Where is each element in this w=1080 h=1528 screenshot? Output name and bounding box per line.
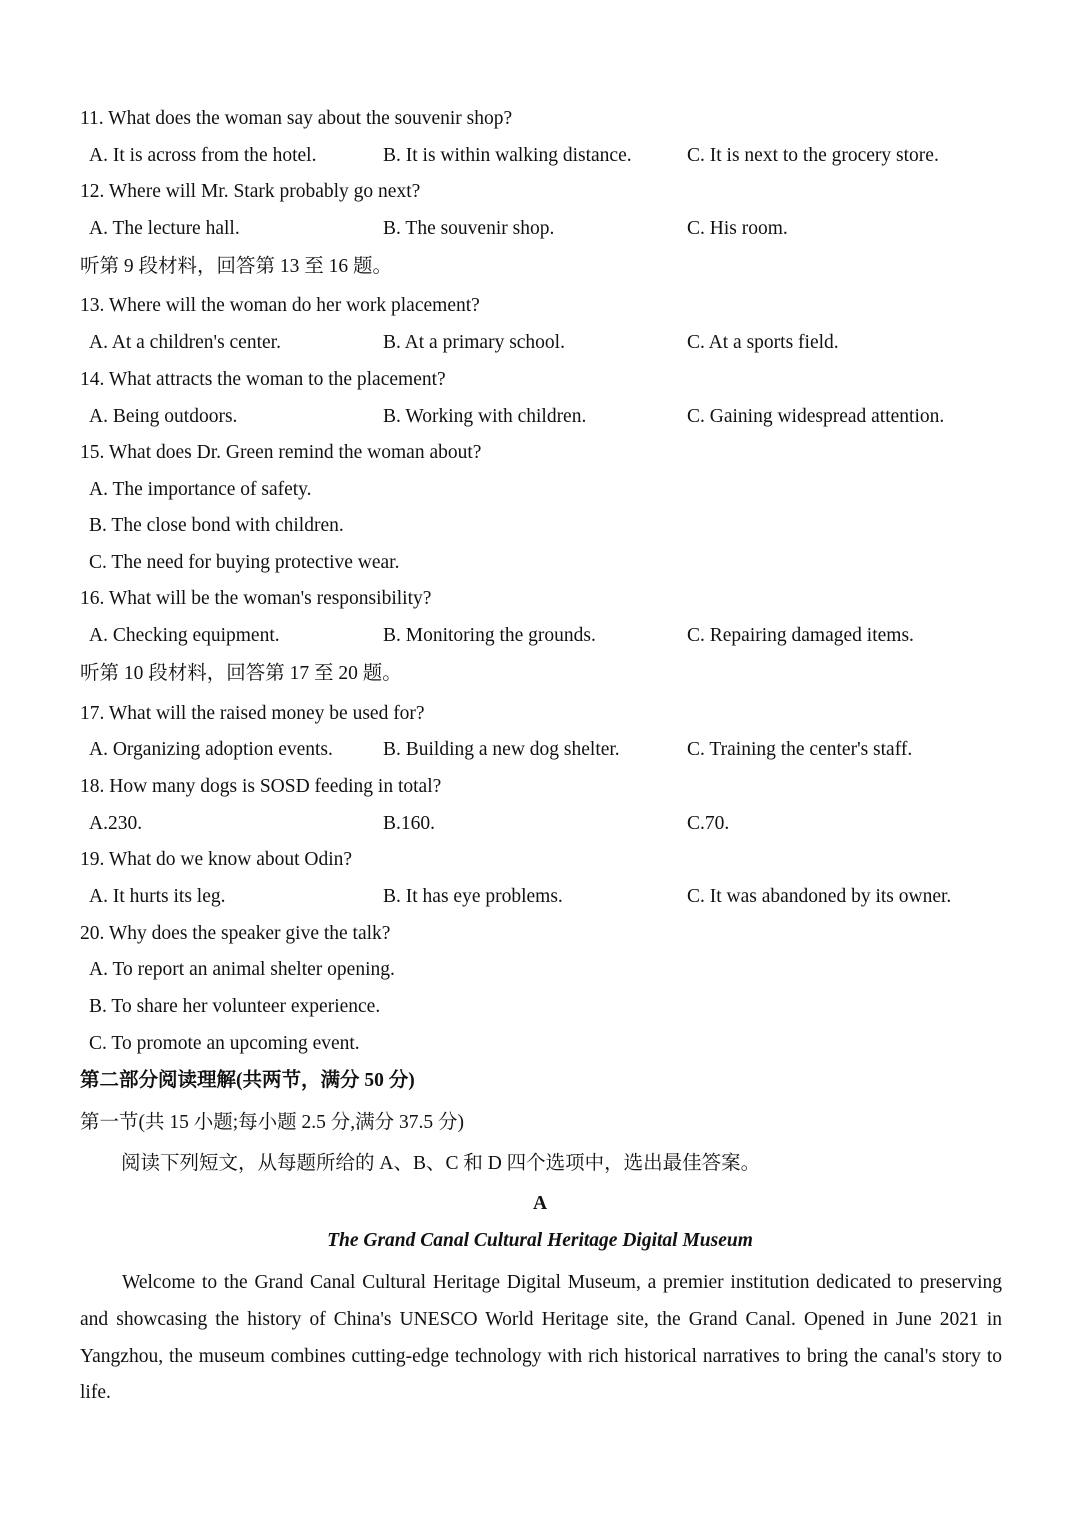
question-17-option-b: B. Building a new dog shelter. xyxy=(383,739,620,760)
question-18-stem: 18. How many dogs is SOSD feeding in total? xyxy=(80,776,442,797)
question-18-option-b: B.160. xyxy=(383,813,436,834)
question-18-option-a: A.230. xyxy=(89,813,143,834)
question-11-stem: 11. What does the woman say about the souvenir shop? xyxy=(80,108,513,129)
question-19-option-c: C. It was abandoned by its owner. xyxy=(687,886,952,907)
question-17-option-c: C. Training the center's staff. xyxy=(687,739,913,760)
question-16-option-c: C. Repairing damaged items. xyxy=(687,625,914,646)
question-15-stem: 15. What does Dr. Green remind the woman about? xyxy=(80,442,482,463)
question-11-option-a: A. It is across from the hotel. xyxy=(89,145,317,166)
section-9-instruction: 听第 9 段材料，回答第 13 至 16 题。 xyxy=(80,256,393,277)
question-18-option-c: C.70. xyxy=(687,813,730,834)
question-15-option-a: A. The importance of safety. xyxy=(89,479,312,500)
question-13-option-a: A. At a children's center. xyxy=(89,332,281,353)
question-20-option-c: C. To promote an upcoming event. xyxy=(89,1033,360,1054)
question-11-option-b: B. It is within walking distance. xyxy=(383,145,632,166)
question-15-option-c: C. The need for buying protective wear. xyxy=(89,552,400,573)
question-19-option-a: A. It hurts its leg. xyxy=(89,886,226,907)
question-12-option-a: A. The lecture hall. xyxy=(89,218,240,239)
question-15-option-b: B. The close bond with children. xyxy=(89,515,344,536)
section-10-instruction: 听第 10 段材料，回答第 17 至 20 题。 xyxy=(80,663,402,684)
question-13-stem: 13. Where will the woman do her work placement? xyxy=(80,295,480,316)
question-20-option-b: B. To share her volunteer experience. xyxy=(89,996,381,1017)
question-17-option-a: A. Organizing adoption events. xyxy=(89,739,333,760)
question-12-option-b: B. The souvenir shop. xyxy=(383,218,555,239)
question-20-option-a: A. To report an animal shelter opening. xyxy=(89,959,395,980)
reading-instruction: 阅读下列短文，从每题所给的 A、B、C 和 D 四个选项中，选出最佳答案。 xyxy=(121,1153,761,1174)
question-16-option-a: A. Checking equipment. xyxy=(89,625,280,646)
passage-paragraph: Welcome to the Grand Canal Cultural Heritage Digital Museum, a premier institution dedicated to preserving and showcasing the history of China's UNESCO World Heritage site, the Grand Canal. Opened in June 2021 in Yangzhou, the museum combines cutting-edge technology with rich historical narratives to bring the canal's story to life. xyxy=(80,1272,1002,1404)
passage-title: The Grand Canal Cultural Heritage Digital Museum xyxy=(327,1230,753,1251)
question-13-option-c: C. At a sports field. xyxy=(687,332,839,353)
question-16-option-b: B. Monitoring the grounds. xyxy=(383,625,596,646)
question-12-stem: 12. Where will Mr. Stark probably go next? xyxy=(80,181,421,202)
question-19-stem: 19. What do we know about Odin? xyxy=(80,849,353,870)
question-20-stem: 20. Why does the speaker give the talk? xyxy=(80,923,391,944)
question-17-stem: 17. What will the raised money be used for? xyxy=(80,703,425,724)
question-12-option-c: C. His room. xyxy=(687,218,788,239)
question-16-stem: 16. What will be the woman's responsibility? xyxy=(80,588,432,609)
question-11-option-c: C. It is next to the grocery store. xyxy=(687,145,939,166)
question-14-option-c: C. Gaining widespread attention. xyxy=(687,406,945,427)
passage-label: A xyxy=(532,1193,548,1214)
question-13-option-b: B. At a primary school. xyxy=(383,332,565,353)
question-19-option-b: B. It has eye problems. xyxy=(383,886,563,907)
part-2-section-1: 第一节(共 15 小题;每小题 2.5 分,满分 37.5 分) xyxy=(80,1112,465,1133)
question-14-option-a: A. Being outdoors. xyxy=(89,406,238,427)
question-14-option-b: B. Working with children. xyxy=(383,406,587,427)
part-2-heading: 第二部分阅读理解(共两节，满分 50 分) xyxy=(80,1070,415,1091)
question-14-stem: 14. What attracts the woman to the placement? xyxy=(80,369,446,390)
